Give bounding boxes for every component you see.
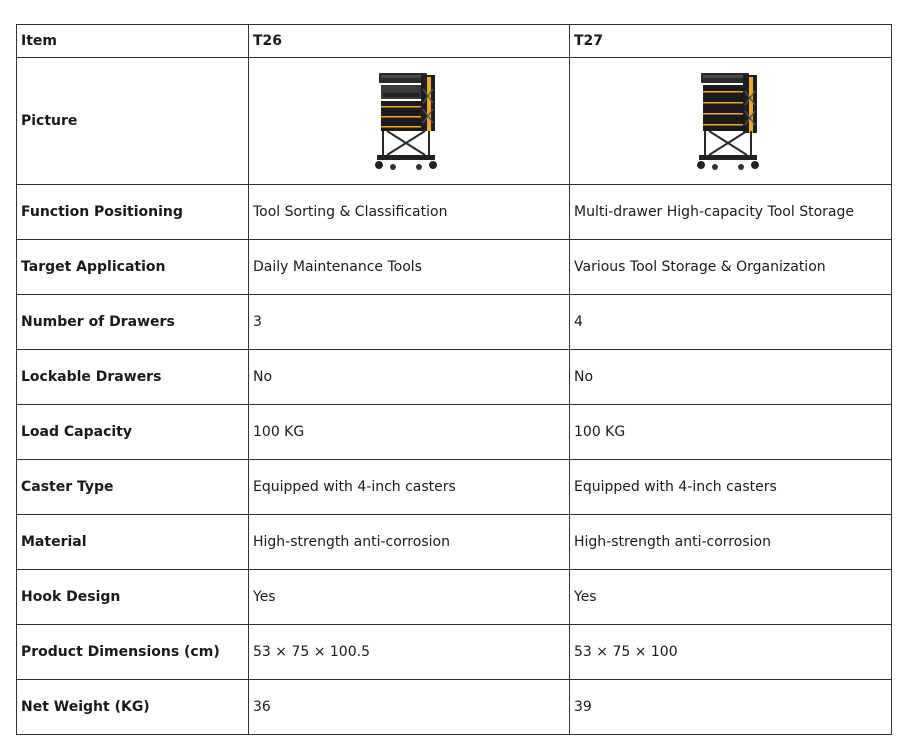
row-label: Target Application: [17, 240, 249, 295]
t26-value: 3: [249, 295, 570, 350]
t26-value: Yes: [249, 570, 570, 625]
t27-value: 39: [570, 680, 892, 735]
tool-cart-3-drawer-icon: [369, 69, 449, 173]
t27-value: Various Tool Storage & Organization: [570, 240, 892, 295]
row-label: Load Capacity: [17, 405, 249, 460]
tool-cart-4-drawer-icon: [691, 69, 771, 173]
t26-value: 100 KG: [249, 405, 570, 460]
t27-value: High-strength anti-corrosion: [570, 515, 892, 570]
spec-rows: [17, 185, 892, 735]
header-t26: T26: [249, 25, 570, 58]
t26-value: Daily Maintenance Tools: [249, 240, 570, 295]
row-label: Hook Design: [17, 570, 249, 625]
table-row: [17, 350, 892, 405]
table-row: [17, 680, 892, 735]
t26-picture-cell: [249, 58, 570, 185]
table-row: [17, 240, 892, 295]
table-row: [17, 460, 892, 515]
t27-value: 53 × 75 × 100: [570, 625, 892, 680]
t27-value: Yes: [570, 570, 892, 625]
table-row: [17, 515, 892, 570]
header-row: [17, 25, 892, 58]
row-label: Lockable Drawers: [17, 350, 249, 405]
table-row: [17, 295, 892, 350]
t27-value: No: [570, 350, 892, 405]
t26-value: 53 × 75 × 100.5: [249, 625, 570, 680]
row-label: Function Positioning: [17, 185, 249, 240]
picture-label: Picture: [17, 58, 249, 185]
t27-value: Multi-drawer High-capacity Tool Storage: [570, 185, 892, 240]
table-row: [17, 405, 892, 460]
t26-value: Equipped with 4-inch casters: [249, 460, 570, 515]
row-label: Net Weight (KG): [17, 680, 249, 735]
table-row: [17, 185, 892, 240]
header-t27: T27: [570, 25, 892, 58]
t26-value: High-strength anti-corrosion: [249, 515, 570, 570]
row-label: Material: [17, 515, 249, 570]
row-label: Product Dimensions (cm): [17, 625, 249, 680]
t27-value: 100 KG: [570, 405, 892, 460]
row-label: Number of Drawers: [17, 295, 249, 350]
t27-value: Equipped with 4-inch casters: [570, 460, 892, 515]
table-row: [17, 570, 892, 625]
t27-picture-cell: [570, 58, 892, 185]
table-row: [17, 625, 892, 680]
t27-value: 4: [570, 295, 892, 350]
row-label: Caster Type: [17, 460, 249, 515]
picture-row: [17, 58, 892, 185]
header-item: Item: [17, 25, 249, 58]
spec-comparison-table: [16, 24, 892, 735]
t26-value: Tool Sorting & Classification: [249, 185, 570, 240]
t26-value: No: [249, 350, 570, 405]
t26-value: 36: [249, 680, 570, 735]
